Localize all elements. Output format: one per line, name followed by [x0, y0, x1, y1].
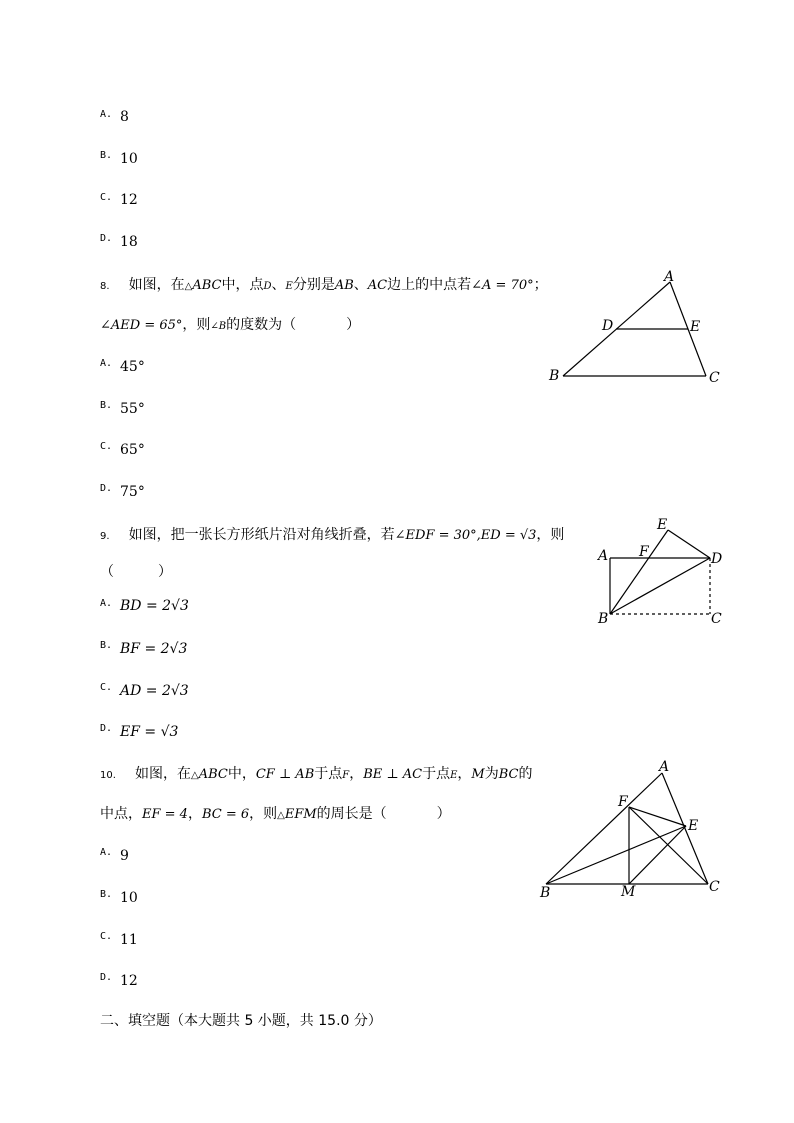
q10-stem-line1 [100, 763, 532, 783]
option-letter: D. [100, 723, 113, 734]
math-e: E [285, 281, 293, 292]
option-value: 75° [120, 484, 145, 500]
option-value: 10 [120, 151, 138, 167]
question-number: 8. [100, 281, 110, 292]
option-letter: B. [100, 889, 113, 900]
math-m: M [471, 767, 485, 782]
math-bc: BC [498, 767, 519, 782]
label-b: B [549, 368, 560, 384]
math-angle-b: ∠B [210, 321, 227, 332]
option-value: 10 [120, 890, 138, 906]
stem-text: 的 [518, 766, 533, 782]
label-d: D [602, 318, 614, 334]
label-m: M [621, 884, 636, 900]
stem-text: ； [533, 277, 548, 293]
stem-text: ，则 [249, 806, 278, 822]
stem-text: 如图，把一张长方形纸片沿对角线折叠，若 [128, 527, 395, 543]
math-cf-perp-ab: CF ⊥ AB [255, 767, 315, 782]
stem-text: 于点 [314, 766, 343, 782]
math-e: E [450, 770, 458, 781]
triangle-symbol: △ [191, 770, 199, 781]
option-letter: B. [100, 150, 113, 161]
label-f: F [639, 544, 649, 560]
option-letter: C. [100, 682, 113, 693]
option-value: 65° [120, 442, 145, 458]
stem-text: 分别是 [292, 277, 335, 293]
option-value: 45° [120, 359, 145, 375]
stem-text: （ [100, 564, 114, 580]
option-letter: A. [100, 358, 113, 369]
triangle-symbol: △ [184, 281, 193, 292]
stem-text: 、 [353, 277, 368, 293]
triangle-symbol: △ [277, 810, 285, 821]
stem-text: 的度数为（ [226, 317, 297, 333]
q9-rectangle-fold-figure [590, 510, 730, 630]
option-letter: D. [100, 972, 113, 983]
math-be-perp-ac: BE ⊥ AC [363, 767, 423, 782]
option-letter: C. [100, 192, 113, 203]
q8-triangle-figure [540, 262, 730, 392]
stem-text: ，则 [182, 317, 211, 333]
option-value: 12 [120, 192, 138, 208]
option-value: 18 [120, 234, 138, 250]
section-heading-fill-in: 二、填空题（本大题共 5 小题，共 15.0 分） [100, 1013, 382, 1029]
math-ef: EF = 4 [142, 807, 188, 822]
label-a: A [664, 269, 675, 285]
label-c: C [711, 611, 722, 627]
math-ab: AB [334, 278, 354, 293]
option-letter: B. [100, 400, 113, 411]
stem-text: 为 [484, 766, 499, 782]
math-abc: ABC [198, 767, 228, 782]
math-bc-value: BC = 6 [201, 807, 250, 822]
label-c: C [709, 370, 720, 386]
option-letter: D. [100, 483, 113, 494]
stem-text: ， [457, 766, 472, 782]
option-letter: A. [100, 109, 113, 120]
segment-ed [668, 530, 710, 558]
label-a: A [598, 548, 609, 564]
option-value: 12 [120, 973, 138, 989]
option-value: AD = 2√3 [120, 683, 189, 699]
math-ac: AC [367, 278, 388, 293]
label-d: D [711, 551, 723, 567]
stem-text: 于点 [422, 766, 451, 782]
stem-text: ） [436, 806, 451, 822]
option-letter: A. [100, 847, 113, 858]
stem-text: ， [349, 766, 364, 782]
stem-text: 中点， [100, 806, 142, 822]
option-letter: A. [100, 598, 113, 609]
q8-stem-line1 [100, 274, 548, 294]
q10-stem-line2 [100, 803, 451, 823]
math-angle-aed: ∠AED = 65° [100, 318, 183, 333]
math-efm: EFM [284, 807, 317, 822]
stem-text: 如图，在 [128, 277, 185, 293]
math-abc: ABC [192, 278, 222, 293]
stem-text: ） [158, 564, 172, 580]
stem-text: ） [346, 317, 361, 333]
label-e: E [657, 517, 668, 533]
question-number: 9. [100, 531, 110, 542]
segment-be [610, 530, 668, 614]
option-value: 11 [120, 932, 138, 948]
option-letter: C. [100, 931, 113, 942]
option-value: BF = 2√3 [120, 641, 188, 657]
q9-stem-line2 [100, 561, 172, 581]
option-letter: B. [100, 640, 113, 651]
option-value: EF = √3 [120, 724, 179, 740]
label-b: B [598, 611, 609, 627]
label-a: A [659, 759, 670, 775]
label-c: C [709, 879, 720, 895]
option-value: 55° [120, 401, 145, 417]
option-letter: D. [100, 233, 113, 244]
stem-text: 中，点 [221, 277, 264, 293]
option-value: 9 [120, 848, 129, 864]
stem-text: 中， [227, 766, 256, 782]
segment-ac [662, 773, 708, 884]
option-letter: C. [100, 441, 113, 452]
segment-bd [610, 558, 710, 614]
option-value: BD = 2√3 [120, 598, 189, 614]
option-value: 8 [120, 109, 129, 125]
segment-be [546, 826, 686, 884]
stem-text: 、 [271, 277, 286, 293]
label-b: B [540, 885, 551, 901]
math-d: D [263, 281, 272, 292]
stem-text: 的周长是（ [316, 806, 387, 822]
q10-triangle-altitudes-figure [530, 752, 730, 902]
q8-stem-line2 [100, 314, 360, 334]
math-angle-a: ∠A = 70° [471, 278, 534, 293]
stem-text: 如图，在 [135, 766, 191, 782]
math-condition: ∠EDF = 30°,ED = √3 [394, 528, 537, 543]
question-number: 10. [100, 770, 116, 781]
label-e: E [690, 319, 701, 335]
q9-stem-line1 [100, 524, 564, 544]
math-f: F [342, 770, 350, 781]
label-f: F [618, 794, 628, 810]
stem-text: ，则 [536, 527, 565, 543]
label-e: E [688, 818, 699, 834]
stem-text: 边上的中点若 [387, 277, 472, 293]
stem-text: ， [187, 806, 202, 822]
